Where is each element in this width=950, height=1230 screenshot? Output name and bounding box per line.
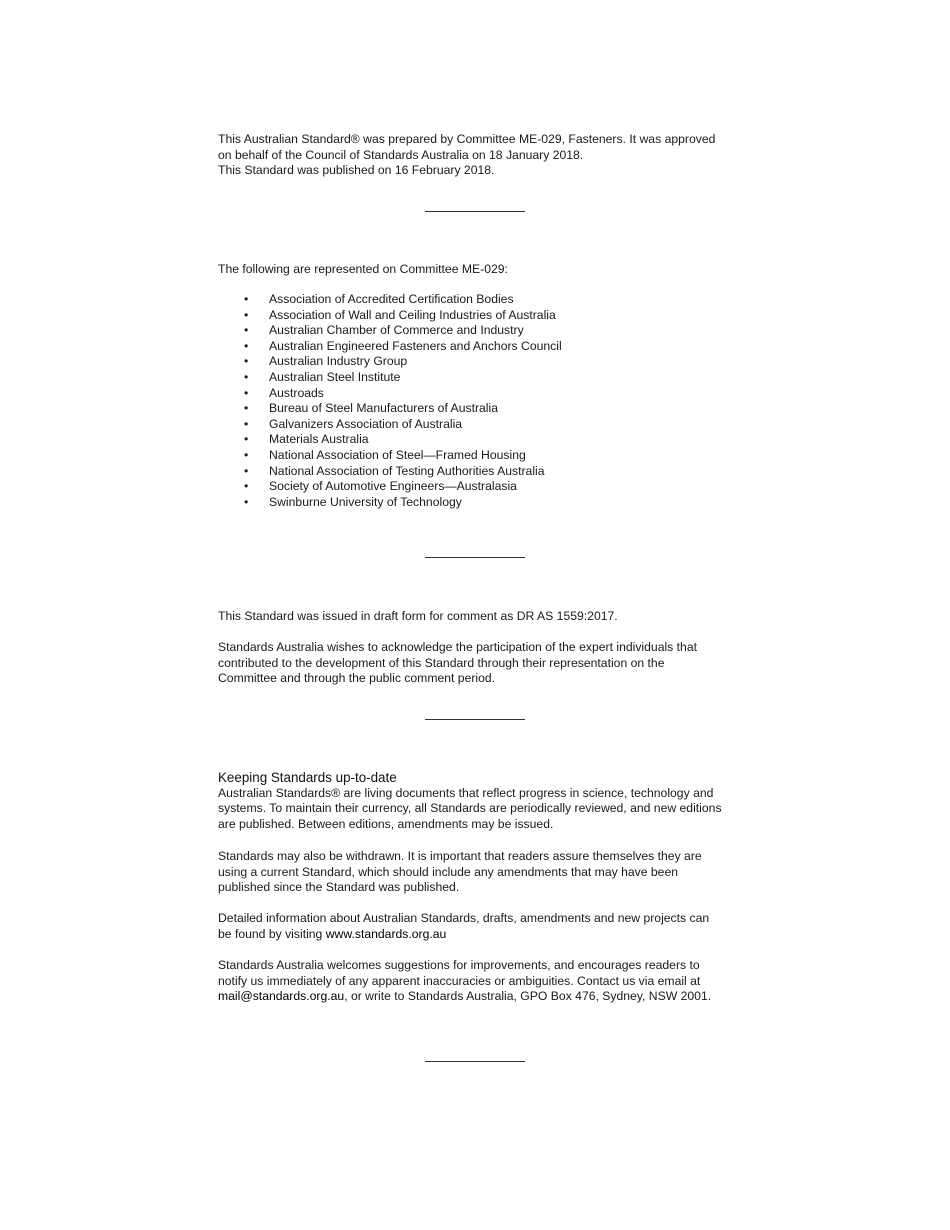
keeping-heading: Keeping Standards up-to-date [218,770,397,785]
bullet-icon: • [244,416,249,431]
committee-member-name: Society of Automotive Engineers—Australasia [269,479,517,494]
committee-member-name: Association of Wall and Ceiling Industries of Australia [269,307,556,322]
committee-member-name: National Association of Steel—Framed Housing [269,447,526,462]
bullet-icon: • [244,385,249,400]
committee-member [218,308,738,324]
committee-member [218,354,738,370]
committee-intro-text: The following are represented on Committee ME-029: [218,262,508,276]
prep-line-1: This Australian Standard® was prepared by Committee ME-029, Fasteners. It was approved [218,132,716,146]
keeping-p2-line-2: using a current Standard, which should include any amendments that may have been [218,864,679,879]
committee-member-name: Australian Engineered Fasteners and Anchors Council [269,338,562,353]
committee-member [218,464,738,480]
prep-line-3: This Standard was published on 16 February 2018. [218,163,495,178]
preparation-statement [218,132,738,179]
bullet-icon: • [244,354,249,369]
bullet-icon: • [244,494,249,509]
draft-issued-text: This Standard was issued in draft form for comment as DR AS 1559:2017. [218,609,618,623]
keeping-p3-line-2 [218,927,738,943]
committee-member-name: National Association of Testing Authorities Australia [269,463,545,478]
keeping-p4-line-3 [218,989,738,1005]
committee-member [218,386,738,402]
bullet-icon: • [244,338,249,353]
committee-member-name: Materials Australia [269,432,369,447]
committee-member-name: Galvanizers Association of Australia [269,416,463,431]
committee-member-name: Australian Steel Institute [269,369,401,384]
keeping-p4-line-2: notify us immediately of any apparent inaccuracies or ambiguities. Contact us via email at [218,973,701,988]
ack-line-2: contributed to the development of this Standard through their representation on the [218,655,665,670]
keeping-p4-suffix: , or write to Standards Australia, GPO Box 476, Sydney, NSW 2001. [344,989,712,1004]
committee-members [218,292,738,510]
bullet-icon: • [244,463,249,478]
section-divider [425,557,525,558]
committee-member [218,292,738,308]
committee-member-name: Swinburne University of Technology [269,494,462,509]
info-paragraph [218,911,738,942]
member-list [218,292,738,510]
section-divider [425,719,525,720]
bullet-icon: • [244,447,249,462]
committee-intro [218,262,738,278]
committee-member [218,432,738,448]
withdrawal-paragraph [218,849,738,896]
keeping-p3-line-1: Detailed information about Australian Standards, drafts, amendments and new projects can [218,911,710,925]
bullet-icon: • [244,432,249,447]
contact-paragraph [218,958,738,1005]
committee-member [218,370,738,386]
bullet-icon: • [244,479,249,494]
bullet-icon: • [244,369,249,384]
keeping-p4-line-1: Standards Australia welcomes suggestions for improvements, and encourages readers to [218,958,700,972]
keeping-p2-line-1: Standards may also be withdrawn. It is important that readers assure themselves they are [218,849,702,863]
committee-member [218,339,738,355]
keeping-p1-line-3: are published. Between editions, amendments may be issued. [218,816,554,831]
section-divider [425,211,525,212]
prep-line-2: on behalf of the Council of Standards Australia on 18 January 2018. [218,147,584,162]
committee-member [218,448,738,464]
section-divider [425,1061,525,1062]
website-link[interactable]: www.standards.org.au [325,926,447,941]
committee-member-name: Bureau of Steel Manufacturers of Australia [269,401,498,416]
acknowledgement [218,640,738,687]
committee-member-name: Australian Industry Group [269,354,408,369]
committee-member [218,495,738,511]
keeping-p1-line-1: Australian Standards® are living documents that reflect progress in science, technology and [218,785,714,800]
committee-member-name: Austroads [269,385,324,400]
keeping-p3-prefix: be found by visiting [218,926,326,941]
committee-member-name: Association of Accredited Certification Bodies [269,292,514,306]
keeping-p2-line-3: published since the Standard was published. [218,880,460,895]
bullet-icon: • [244,292,249,306]
committee-member-name: Australian Chamber of Commerce and Industry [269,323,524,338]
email-link[interactable]: mail@standards.org.au [218,989,345,1004]
committee-member [218,417,738,433]
bullet-icon: • [244,323,249,338]
committee-member [218,323,738,339]
keeping-section [218,770,738,832]
committee-member [218,479,738,495]
bullet-icon: • [244,401,249,416]
keeping-p1-line-2: systems. To maintain their currency, all Standards are periodically reviewed, and new editions [218,801,722,816]
draft-statement [218,609,738,625]
ack-line-3: Committee and through the public comment period. [218,671,496,686]
committee-member [218,401,738,417]
ack-line-1: Standards Australia wishes to acknowledge the participation of the expert individuals that [218,640,697,654]
bullet-icon: • [244,307,249,322]
